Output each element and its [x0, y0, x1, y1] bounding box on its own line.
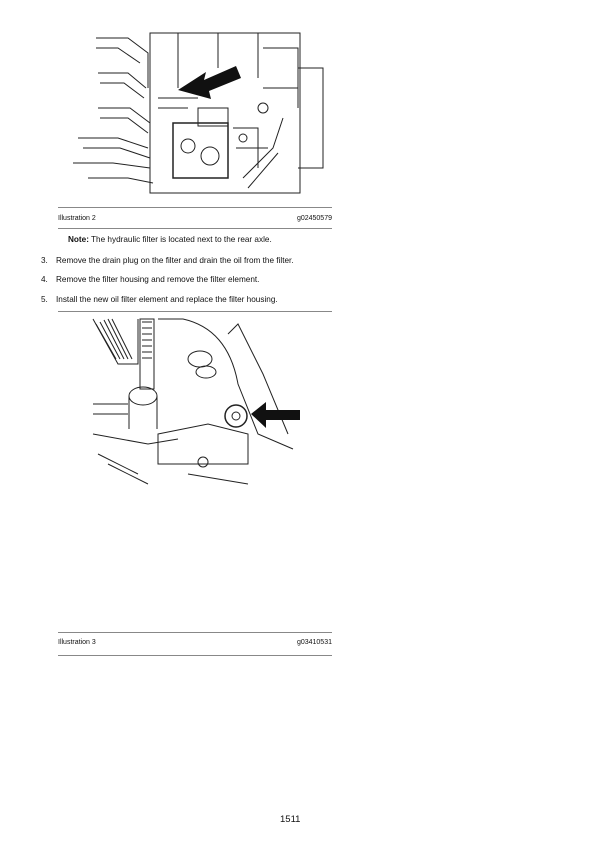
illustration-3-code: g03410531 — [296, 639, 332, 646]
step-4-text: Remove the filter housing and remove the filter element. — [56, 275, 260, 284]
step-4-number: 4. — [41, 275, 48, 284]
illustration-2-image — [58, 28, 332, 198]
illustration-3-drawing — [88, 314, 303, 489]
illustration-2-code: g02450579 — [296, 215, 332, 222]
illustration-2-caption — [58, 215, 332, 222]
illustration-3-caption — [58, 639, 332, 646]
step-5-number: 5. — [41, 295, 48, 304]
illustration-3-bottom-rule — [58, 655, 332, 656]
illustration-3-caption-rule — [58, 632, 332, 633]
illustration-3-image — [88, 314, 303, 489]
illustration-2-label: Illustration 2 — [58, 215, 96, 222]
illustration-2-bottom-rule — [58, 228, 332, 229]
note-label: Note: — [68, 235, 89, 244]
step-3-text: Remove the drain plug on the filter and drain the oil from the filter. — [56, 256, 294, 265]
step-3-number: 3. — [41, 256, 48, 265]
illustration-3-label: Illustration 3 — [58, 639, 96, 646]
note-text: The hydraulic filter is located next to the rear axle. — [88, 235, 272, 244]
illustration-2-drawing — [58, 28, 332, 198]
page-number: 1511 — [280, 814, 301, 825]
illustration-3-top-rule — [58, 311, 332, 312]
step-5-text: Install the new oil filter element and replace the filter housing. — [56, 295, 278, 304]
note-paragraph — [68, 234, 272, 245]
illustration-2-caption-rule — [58, 207, 332, 208]
